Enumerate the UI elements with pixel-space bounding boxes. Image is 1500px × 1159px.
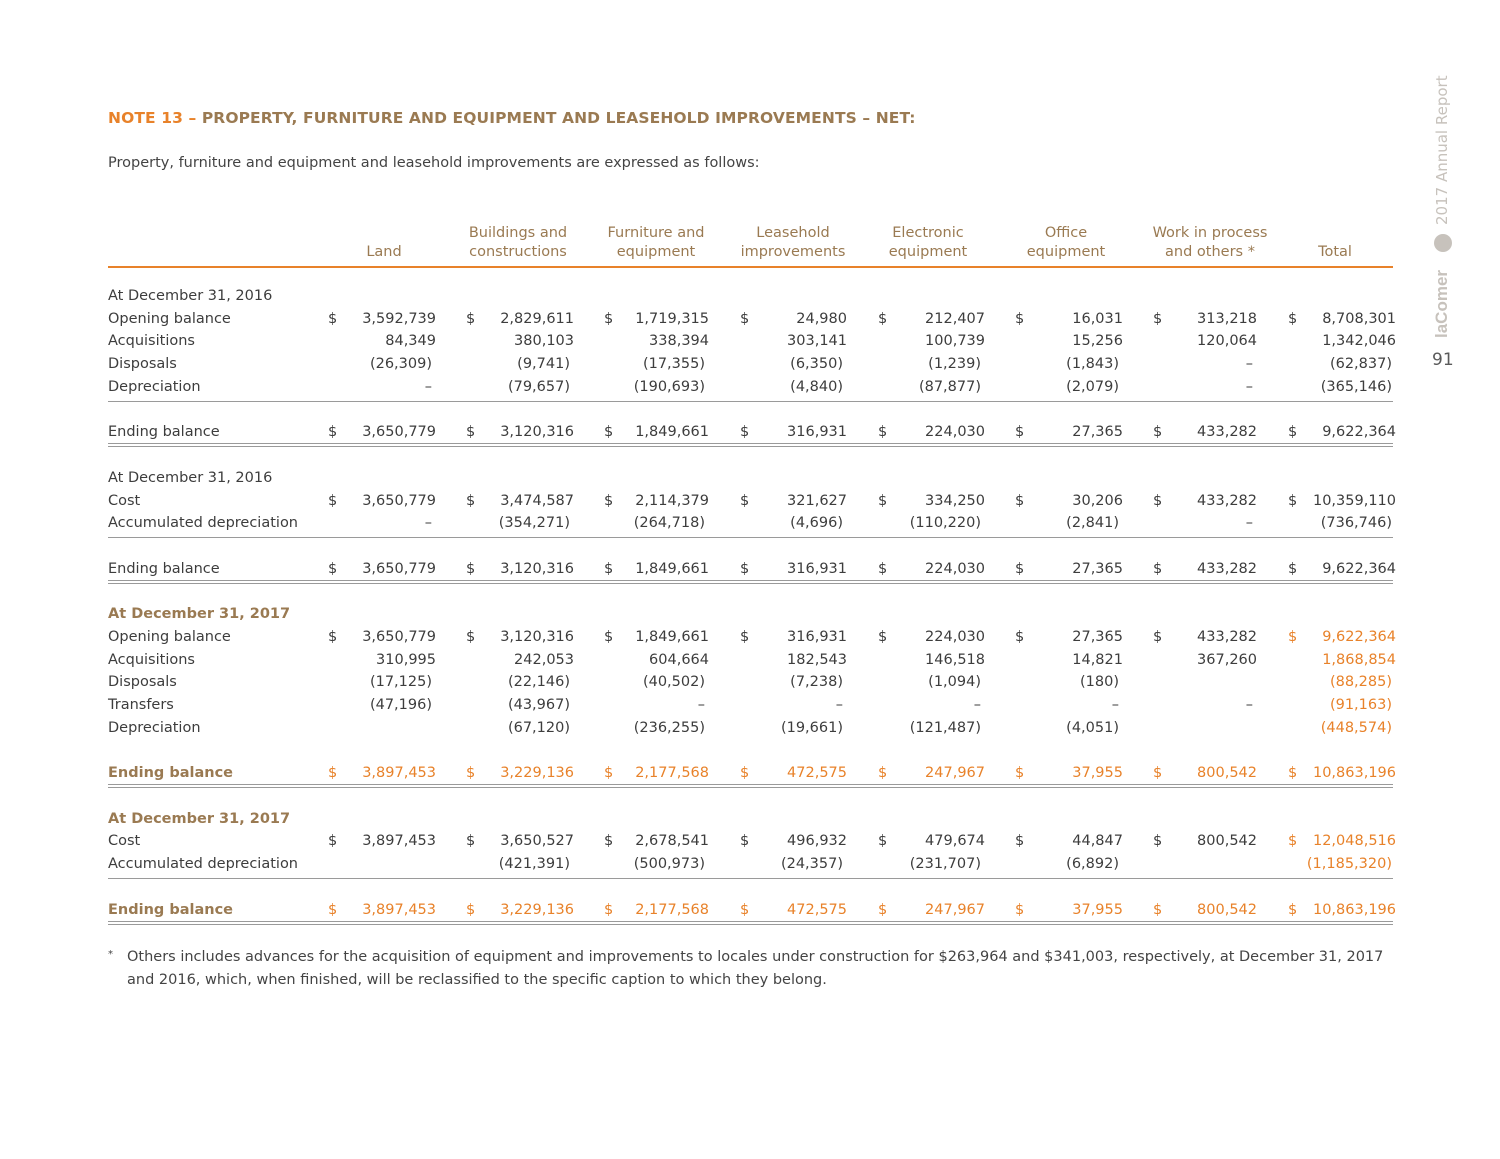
column-header-line2: equipment bbox=[616, 244, 696, 260]
dollar-sign: $ bbox=[740, 765, 750, 781]
table-cell: (190,693) bbox=[633, 379, 705, 395]
dollar-sign: $ bbox=[328, 833, 338, 849]
table-cell: (110,220) bbox=[909, 515, 981, 531]
table-cell: 3,229,136 bbox=[500, 902, 574, 918]
dollar-sign: $ bbox=[1015, 311, 1025, 327]
dollar-sign: $ bbox=[604, 833, 614, 849]
table-cell: 310,995 bbox=[376, 652, 436, 668]
column-header-line1: Work in process bbox=[1152, 225, 1268, 241]
dollar-sign: $ bbox=[1015, 629, 1025, 645]
section-label: At December 31, 2017 bbox=[108, 811, 291, 827]
table-cell: 321,627 bbox=[787, 493, 847, 509]
table-cell: (1,843) bbox=[1066, 356, 1119, 372]
table-cell: 1,849,661 bbox=[635, 424, 709, 440]
dollar-sign: $ bbox=[740, 561, 750, 577]
dollar-sign: $ bbox=[466, 311, 476, 327]
table-cell: (736,746) bbox=[1320, 515, 1392, 531]
column-header bbox=[986, 224, 1146, 262]
table-cell: 334,250 bbox=[925, 493, 985, 509]
single-rule bbox=[108, 878, 1393, 879]
table-cell: (17,355) bbox=[642, 356, 705, 372]
double-rule bbox=[108, 921, 1393, 925]
dollar-sign: $ bbox=[328, 765, 338, 781]
table-cell: 242,053 bbox=[514, 652, 574, 668]
table-cell: 800,542 bbox=[1197, 765, 1257, 781]
table-cell: 313,218 bbox=[1197, 311, 1257, 327]
table-cell: 380,103 bbox=[514, 333, 574, 349]
table-cell: 2,114,379 bbox=[635, 493, 709, 509]
dollar-sign: $ bbox=[1015, 765, 1025, 781]
dollar-sign: $ bbox=[466, 561, 476, 577]
single-rule bbox=[108, 537, 1393, 538]
table-cell: – bbox=[1245, 515, 1253, 531]
table-cell: (26,309) bbox=[369, 356, 432, 372]
table-cell: (1,094) bbox=[928, 674, 981, 690]
table-cell: 3,897,453 bbox=[362, 833, 436, 849]
table-cell: (7,238) bbox=[790, 674, 843, 690]
table-cell: 433,282 bbox=[1197, 424, 1257, 440]
table-cell: 1,849,661 bbox=[635, 561, 709, 577]
dollar-sign: $ bbox=[740, 629, 750, 645]
note-heading: PROPERTY, FURNITURE AND EQUIPMENT AND LEASEHOLD IMPROVEMENTS – NET: bbox=[201, 109, 916, 127]
dollar-sign: $ bbox=[604, 902, 614, 918]
row-label: Accumulated depreciation bbox=[108, 856, 299, 872]
table-cell: (17,125) bbox=[369, 674, 432, 690]
table-cell: 27,365 bbox=[1072, 424, 1123, 440]
dollar-sign: $ bbox=[1015, 493, 1025, 509]
dollar-sign: $ bbox=[1153, 765, 1163, 781]
dollar-sign: $ bbox=[1288, 493, 1298, 509]
table-cell: 496,932 bbox=[787, 833, 847, 849]
table-cell: – bbox=[697, 697, 705, 713]
table-cell: 2,177,568 bbox=[635, 765, 709, 781]
dollar-sign: $ bbox=[1153, 311, 1163, 327]
dollar-sign: $ bbox=[878, 902, 888, 918]
table-cell: 37,955 bbox=[1072, 765, 1123, 781]
table-cell: (22,146) bbox=[507, 674, 570, 690]
table-cell: 472,575 bbox=[787, 902, 847, 918]
row-label: Depreciation bbox=[108, 720, 201, 736]
footnote-marker: * bbox=[108, 949, 113, 960]
note-title bbox=[108, 109, 916, 127]
table-cell: – bbox=[424, 515, 432, 531]
dollar-sign: $ bbox=[878, 765, 888, 781]
row-label: Ending balance bbox=[108, 902, 233, 918]
dollar-sign: $ bbox=[1015, 833, 1025, 849]
table-cell: 9,622,364 bbox=[1322, 561, 1396, 577]
dollar-sign: $ bbox=[878, 561, 888, 577]
dollar-sign: $ bbox=[1288, 765, 1298, 781]
table-cell: (180) bbox=[1080, 674, 1119, 690]
table-cell: (4,696) bbox=[790, 515, 843, 531]
table-cell: 15,256 bbox=[1072, 333, 1123, 349]
dollar-sign: $ bbox=[466, 493, 476, 509]
table-cell: 1,868,854 bbox=[1322, 652, 1396, 668]
table-cell: 433,282 bbox=[1197, 493, 1257, 509]
table-cell: 30,206 bbox=[1072, 493, 1123, 509]
table-cell: (79,657) bbox=[507, 379, 570, 395]
header-rule bbox=[108, 266, 1393, 268]
table-cell: (421,391) bbox=[498, 856, 570, 872]
table-cell: 8,708,301 bbox=[1322, 311, 1396, 327]
dollar-sign: $ bbox=[466, 424, 476, 440]
table-cell: 1,342,046 bbox=[1322, 333, 1396, 349]
row-label: Ending balance bbox=[108, 424, 220, 440]
table-cell: 3,650,779 bbox=[362, 629, 436, 645]
table-cell: 84,349 bbox=[385, 333, 436, 349]
table-cell: (6,350) bbox=[790, 356, 843, 372]
table-cell: (91,163) bbox=[1329, 697, 1392, 713]
table-cell: 9,622,364 bbox=[1322, 629, 1396, 645]
table-cell: 1,849,661 bbox=[635, 629, 709, 645]
table-cell: 3,120,316 bbox=[500, 561, 574, 577]
table-cell: 800,542 bbox=[1197, 833, 1257, 849]
dollar-sign: $ bbox=[878, 424, 888, 440]
row-label: Transfers bbox=[108, 697, 174, 713]
table-cell: 2,678,541 bbox=[635, 833, 709, 849]
table-cell: 3,592,739 bbox=[362, 311, 436, 327]
dollar-sign: $ bbox=[1153, 833, 1163, 849]
table-cell: 27,365 bbox=[1072, 561, 1123, 577]
dollar-sign: $ bbox=[878, 311, 888, 327]
table-cell: 24,980 bbox=[796, 311, 847, 327]
table-cell: – bbox=[1245, 697, 1253, 713]
dollar-sign: $ bbox=[466, 765, 476, 781]
table-cell: 433,282 bbox=[1197, 561, 1257, 577]
dollar-sign: $ bbox=[328, 424, 338, 440]
table-cell: (43,967) bbox=[507, 697, 570, 713]
column-header bbox=[1255, 224, 1415, 262]
dollar-sign: $ bbox=[1015, 902, 1025, 918]
dollar-sign: $ bbox=[604, 629, 614, 645]
section-label: At December 31, 2017 bbox=[108, 606, 291, 622]
table-cell: 338,394 bbox=[649, 333, 709, 349]
table-cell: 27,365 bbox=[1072, 629, 1123, 645]
table-cell: 37,955 bbox=[1072, 902, 1123, 918]
table-cell: 10,863,196 bbox=[1312, 902, 1396, 918]
footnote-text: Others includes advances for the acquisition of equipment and improvements to locales under construction for $263,964 and $341,003, respectively, at December 31, 2017 and 2016, which, when finished, will be reclassified to the specific caption to which they belong. bbox=[127, 949, 1384, 988]
column-header bbox=[576, 224, 736, 262]
row-label: Ending balance bbox=[108, 561, 220, 577]
dollar-sign: $ bbox=[1288, 561, 1298, 577]
dollar-sign: $ bbox=[740, 833, 750, 849]
table-cell: (2,841) bbox=[1066, 515, 1119, 531]
double-rule bbox=[108, 784, 1393, 788]
table-cell: – bbox=[973, 697, 981, 713]
table-cell: – bbox=[1245, 379, 1253, 395]
dollar-sign: $ bbox=[604, 561, 614, 577]
column-header-line1: Office bbox=[1044, 225, 1088, 241]
dollar-sign: $ bbox=[740, 424, 750, 440]
column-header bbox=[438, 224, 598, 262]
table-cell: (67,120) bbox=[507, 720, 570, 736]
dollar-sign: $ bbox=[1015, 561, 1025, 577]
table-cell: 479,674 bbox=[925, 833, 985, 849]
dollar-sign: $ bbox=[466, 833, 476, 849]
dollar-sign: $ bbox=[1153, 493, 1163, 509]
table-cell: (40,502) bbox=[642, 674, 705, 690]
table-cell: 303,141 bbox=[787, 333, 847, 349]
table-cell: 212,407 bbox=[925, 311, 985, 327]
table-cell: (19,661) bbox=[780, 720, 843, 736]
table-cell: (1,185,320) bbox=[1306, 856, 1392, 872]
double-rule bbox=[108, 580, 1393, 584]
table-cell: 146,518 bbox=[925, 652, 985, 668]
table-cell: (88,285) bbox=[1329, 674, 1392, 690]
table-cell: 2,829,611 bbox=[500, 311, 574, 327]
table-cell: 3,650,779 bbox=[362, 493, 436, 509]
column-header-line1: Buildings and bbox=[468, 225, 568, 241]
table-cell: 2,177,568 bbox=[635, 902, 709, 918]
table-cell: 9,622,364 bbox=[1322, 424, 1396, 440]
dollar-sign: $ bbox=[1015, 424, 1025, 440]
table-cell: 316,931 bbox=[787, 561, 847, 577]
table-cell: 182,543 bbox=[787, 652, 847, 668]
dollar-sign: $ bbox=[878, 629, 888, 645]
column-header-line2: constructions bbox=[469, 244, 567, 260]
table-cell: (9,741) bbox=[517, 356, 570, 372]
note-number: NOTE 13 – bbox=[108, 109, 197, 127]
table-cell: 316,931 bbox=[787, 629, 847, 645]
table-cell: 247,967 bbox=[925, 902, 985, 918]
double-rule bbox=[108, 443, 1393, 447]
dollar-sign: $ bbox=[740, 311, 750, 327]
column-header-line2: Total bbox=[1318, 244, 1352, 260]
table-cell: (4,840) bbox=[790, 379, 843, 395]
table-cell: 3,474,587 bbox=[500, 493, 574, 509]
table-cell: 3,650,527 bbox=[500, 833, 574, 849]
dollar-sign: $ bbox=[1153, 424, 1163, 440]
section-label: At December 31, 2016 bbox=[108, 470, 273, 486]
row-label: Acquisitions bbox=[108, 652, 195, 668]
table-cell: 3,120,316 bbox=[500, 629, 574, 645]
table-cell: – bbox=[835, 697, 843, 713]
table-cell: (365,146) bbox=[1320, 379, 1392, 395]
column-header-line1 bbox=[1255, 224, 1415, 243]
column-header-line2: Land bbox=[366, 244, 402, 260]
dollar-sign: $ bbox=[1153, 629, 1163, 645]
footnote bbox=[108, 946, 1398, 992]
table-cell: 14,821 bbox=[1072, 652, 1123, 668]
dollar-sign: $ bbox=[466, 629, 476, 645]
table-cell: 12,048,516 bbox=[1312, 833, 1396, 849]
table-cell: 367,260 bbox=[1197, 652, 1257, 668]
dollar-sign: $ bbox=[328, 561, 338, 577]
table-cell: (24,357) bbox=[780, 856, 843, 872]
section-label: At December 31, 2016 bbox=[108, 288, 273, 304]
logo: laComer bbox=[1432, 269, 1451, 338]
dollar-sign: $ bbox=[1288, 902, 1298, 918]
dollar-sign: $ bbox=[1288, 629, 1298, 645]
table-cell: 604,664 bbox=[649, 652, 709, 668]
row-label: Accumulated depreciation bbox=[108, 515, 299, 531]
table-cell: – bbox=[1245, 356, 1253, 372]
table-cell: 3,897,453 bbox=[362, 902, 436, 918]
table-cell: 316,931 bbox=[787, 424, 847, 440]
column-header-line2: equipment bbox=[888, 244, 968, 260]
column-header-line1: Leasehold bbox=[756, 225, 830, 241]
dollar-sign: $ bbox=[1153, 561, 1163, 577]
table-cell: 3,897,453 bbox=[362, 765, 436, 781]
table-cell: (236,255) bbox=[633, 720, 705, 736]
dollar-sign: $ bbox=[328, 629, 338, 645]
column-header-line2: improvements bbox=[740, 244, 846, 260]
row-label: Depreciation bbox=[108, 379, 201, 395]
table-cell: (87,877) bbox=[918, 379, 981, 395]
dollar-sign: $ bbox=[1153, 902, 1163, 918]
dollar-sign: $ bbox=[740, 902, 750, 918]
table-cell: 433,282 bbox=[1197, 629, 1257, 645]
table-cell: – bbox=[1111, 697, 1119, 713]
table-cell: (2,079) bbox=[1066, 379, 1119, 395]
table-cell: 224,030 bbox=[925, 629, 985, 645]
column-header-line2: equipment bbox=[1026, 244, 1106, 260]
dollar-sign: $ bbox=[1288, 424, 1298, 440]
dollar-sign: $ bbox=[604, 493, 614, 509]
table-cell: (121,487) bbox=[909, 720, 981, 736]
table-cell: 247,967 bbox=[925, 765, 985, 781]
logo-icon bbox=[1434, 234, 1452, 252]
table-cell: 10,863,196 bbox=[1312, 765, 1396, 781]
dollar-sign: $ bbox=[328, 311, 338, 327]
table-cell: – bbox=[424, 379, 432, 395]
table-cell: (47,196) bbox=[369, 697, 432, 713]
row-label: Disposals bbox=[108, 674, 177, 690]
table-cell: 16,031 bbox=[1072, 311, 1123, 327]
dollar-sign: $ bbox=[1288, 311, 1298, 327]
dollar-sign: $ bbox=[328, 493, 338, 509]
table-cell: 10,359,110 bbox=[1312, 493, 1396, 509]
table-cell: (264,718) bbox=[633, 515, 705, 531]
page-number: 91 bbox=[1432, 350, 1454, 370]
table-cell: (62,837) bbox=[1329, 356, 1392, 372]
table-cell: 224,030 bbox=[925, 424, 985, 440]
column-header-line2: and others * bbox=[1165, 244, 1255, 260]
table-cell: 800,542 bbox=[1197, 902, 1257, 918]
row-label: Cost bbox=[108, 493, 141, 509]
row-label: Acquisitions bbox=[108, 333, 195, 349]
dollar-sign: $ bbox=[328, 902, 338, 918]
row-label: Disposals bbox=[108, 356, 177, 372]
single-rule bbox=[108, 401, 1393, 402]
table-cell: 100,739 bbox=[925, 333, 985, 349]
table-cell: 3,120,316 bbox=[500, 424, 574, 440]
table-cell: 472,575 bbox=[787, 765, 847, 781]
row-label: Opening balance bbox=[108, 311, 231, 327]
dollar-sign: $ bbox=[466, 902, 476, 918]
dollar-sign: $ bbox=[740, 493, 750, 509]
table-cell: 3,650,779 bbox=[362, 424, 436, 440]
dollar-sign: $ bbox=[604, 424, 614, 440]
dollar-sign: $ bbox=[604, 765, 614, 781]
column-header-line1: Furniture and bbox=[607, 225, 705, 241]
annual-report-label: 2017 Annual Report bbox=[1433, 75, 1451, 225]
dollar-sign: $ bbox=[878, 493, 888, 509]
column-header-line1: Electronic bbox=[892, 225, 964, 241]
table-cell: (231,707) bbox=[909, 856, 981, 872]
row-label: Opening balance bbox=[108, 629, 231, 645]
table-cell: (6,892) bbox=[1066, 856, 1119, 872]
table-cell: 3,229,136 bbox=[500, 765, 574, 781]
table-cell: (354,271) bbox=[498, 515, 570, 531]
table-cell: (1,239) bbox=[928, 356, 981, 372]
table-cell: (500,973) bbox=[633, 856, 705, 872]
table-cell: (448,574) bbox=[1320, 720, 1392, 736]
intro-text: Property, furniture and equipment and leasehold improvements are expressed as follows: bbox=[108, 155, 760, 171]
table-cell: (4,051) bbox=[1066, 720, 1119, 736]
table-cell: 44,847 bbox=[1072, 833, 1123, 849]
row-label: Ending balance bbox=[108, 765, 233, 781]
column-header bbox=[848, 224, 1008, 262]
dollar-sign: $ bbox=[878, 833, 888, 849]
row-label: Cost bbox=[108, 833, 141, 849]
table-cell: 120,064 bbox=[1197, 333, 1257, 349]
table-cell: 1,719,315 bbox=[635, 311, 709, 327]
table-cell: 224,030 bbox=[925, 561, 985, 577]
dollar-sign: $ bbox=[604, 311, 614, 327]
dollar-sign: $ bbox=[1288, 833, 1298, 849]
table-cell: 3,650,779 bbox=[362, 561, 436, 577]
